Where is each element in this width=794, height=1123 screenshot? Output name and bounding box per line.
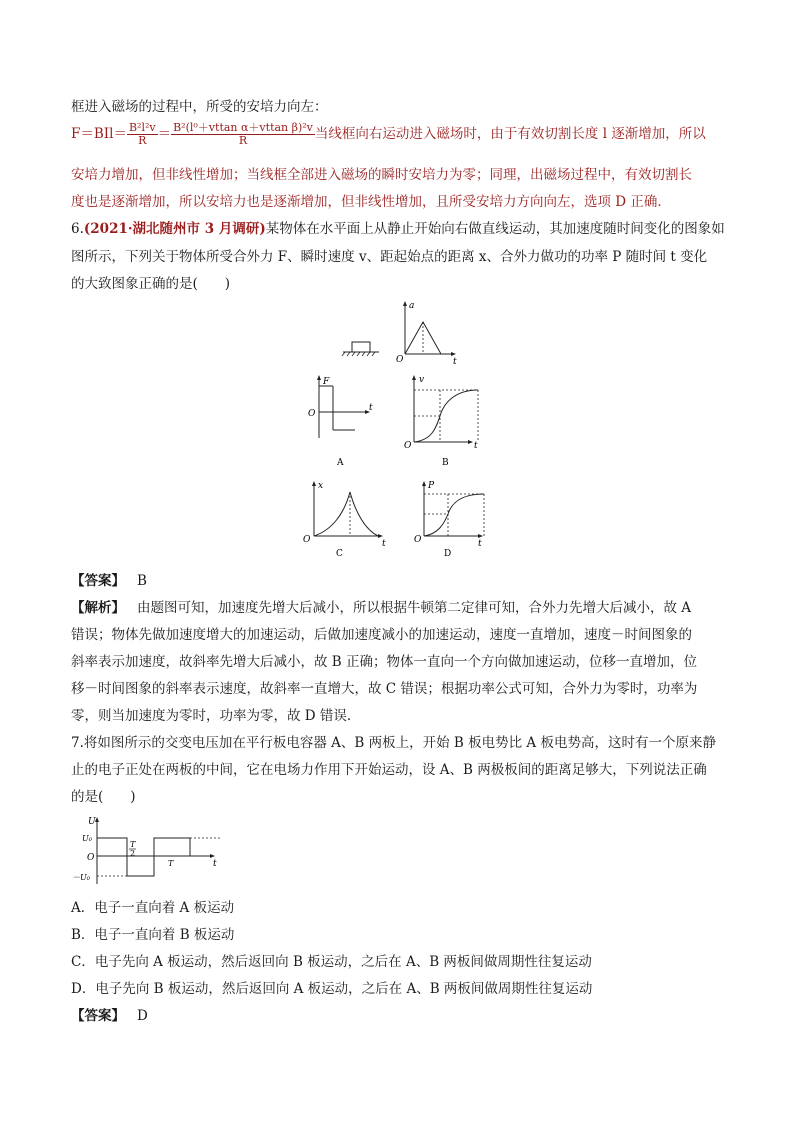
axis-label-t: t <box>453 357 457 366</box>
fraction <box>127 122 158 147</box>
analysis-line <box>71 599 691 617</box>
text-line: 的是( ) <box>71 789 136 805</box>
question-source: (2021·湖北随州市 3 月调研) <box>83 221 266 237</box>
graph-a-force <box>305 372 385 470</box>
axis-label-t: t <box>369 403 373 413</box>
axis-label-t: t <box>474 441 478 451</box>
formula-line <box>71 122 706 147</box>
fraction-denominator: R <box>238 134 248 147</box>
fraction-denominator: R <box>138 134 147 147</box>
period-label: T <box>168 859 174 868</box>
figure-caption-a: A <box>337 458 344 468</box>
axis-label-x: x <box>318 481 324 491</box>
question-text: 某物体在水平面上从静止开始向右做直线运动，其加速度随时间变化的图象如 <box>265 221 725 237</box>
graph-c-displacement <box>300 478 390 560</box>
axis-label-p: P <box>428 481 435 491</box>
option-c: C．电子先向 A 板运动，然后返回向 B 板运动，之后在 A、B 两板间做周期性往复运动 <box>71 954 592 970</box>
fraction <box>171 122 315 147</box>
origin-label: O <box>308 409 316 419</box>
question-number: 6. <box>71 221 84 237</box>
origin-label: O <box>396 355 404 365</box>
axis-label-t: t <box>478 539 482 549</box>
figure-caption-b: B <box>442 458 449 468</box>
graph-square-wave-voltage <box>70 814 230 886</box>
axis-label-u: U <box>88 817 96 827</box>
u0-label: U₀ <box>82 834 92 843</box>
half-period-denominator: 2 <box>130 849 136 858</box>
analysis-text: 由题图可知，加速度先增大后减小，所以根据牛顿第二定律可知，合外力先增大后减小，故 A <box>137 600 692 616</box>
a-t-graph <box>396 301 457 366</box>
answer-tag: 【答案】 <box>71 573 125 589</box>
text-line: 安培力增加，但非线性增加；当线框全部进入磁场的瞬时安培力为零；同理，出磁场过程中，有效切割长 <box>71 167 692 183</box>
origin-label: O <box>404 441 412 451</box>
text-line: 移－时间图象的斜率表示速度，故斜率一直增大，故 C 错误；根据功率公式可知，合外力为零时，功率为 <box>71 681 698 697</box>
text-line: 框进入磁场的过程中，所受的安培力向左： <box>71 99 328 115</box>
answer-line <box>71 1007 148 1025</box>
origin-label: O <box>303 535 311 545</box>
graph-b-velocity <box>402 372 492 470</box>
axis-label-v: v <box>419 375 425 385</box>
axis-label-t: t <box>213 859 217 869</box>
fraction-numerator: B²(l⁰＋vttan α＋vttan β)²v <box>173 121 313 134</box>
half-period-numerator: T <box>130 840 136 849</box>
block-on-surface <box>342 342 379 356</box>
axis-label-t: t <box>382 539 386 549</box>
axis-label-f: F <box>323 377 330 387</box>
text-line: 度也是逐渐增加，所以安培力也是逐渐增加，但非线性增加，且所受安培力方向向左，选项 D 正确． <box>71 194 671 210</box>
text-line: 图所示，下列关于物体所受合外力 F、瞬时速度 v、距起始点的距离 x、合外力做功的功率 P 随时间 t 变化 <box>71 249 708 265</box>
fraction-numerator: B²l²v <box>128 121 156 134</box>
formula-prefix: F＝BIl＝ <box>71 126 127 142</box>
text-line: 的大致图象正确的是( ) <box>71 276 231 292</box>
question-7-line: 7.将如图所示的交变电压加在平行板电容器 A、B 两板上，开始 B 板电势比 A 板电势高，这时有一个原来静 <box>71 735 716 751</box>
figure-block-and-a-t-graph <box>335 298 465 366</box>
text-line: 零，则当加速度为零时，功率为零，故 D 错误． <box>71 708 361 724</box>
answer-line <box>71 572 147 590</box>
graph-d-power <box>412 478 502 560</box>
option-b: B．电子一直向着 B 板运动 <box>71 927 235 943</box>
option-d: D．电子先向 B 板运动，然后返回向 A 板运动，之后在 A、B 两板间做周期性往复运动 <box>71 981 593 997</box>
neg-u0-label: －U₀ <box>72 873 90 882</box>
formula-suffix: 当线框向右运动进入磁场时，由于有效切割长度 l 逐渐增加，所以 <box>314 126 706 142</box>
text-line: 错误；物体先做加速度增大的加速运动，后做加速度减小的加速运动，速度一直增加，速度－时间图象的 <box>71 627 692 643</box>
equals-sign: ＝ <box>157 126 172 142</box>
answer-value: B <box>137 573 147 589</box>
figure-caption-c: C <box>336 549 343 559</box>
option-a: A．电子一直向着 A 板运动 <box>71 900 235 916</box>
answer-tag: 【答案】 <box>71 1008 125 1024</box>
analysis-tag: 【解析】 <box>71 600 125 616</box>
figure-caption-d: D <box>444 549 452 559</box>
answer-value: D <box>137 1008 148 1024</box>
question-6-line <box>71 220 725 238</box>
text-line: 斜率表示加速度，故斜率先增大后减小，故 B 正确；物体一直向一个方向做加速运动，位移一直增加，位 <box>71 654 698 670</box>
axis-label-a: a <box>409 301 415 311</box>
origin-label: O <box>414 535 422 545</box>
text-line: 止的电子正处在两板的中间，它在电场力作用下开始运动，设 A、B 两极板间的距离足够大，下列说法正确 <box>71 762 707 778</box>
origin-label: O <box>87 853 95 863</box>
